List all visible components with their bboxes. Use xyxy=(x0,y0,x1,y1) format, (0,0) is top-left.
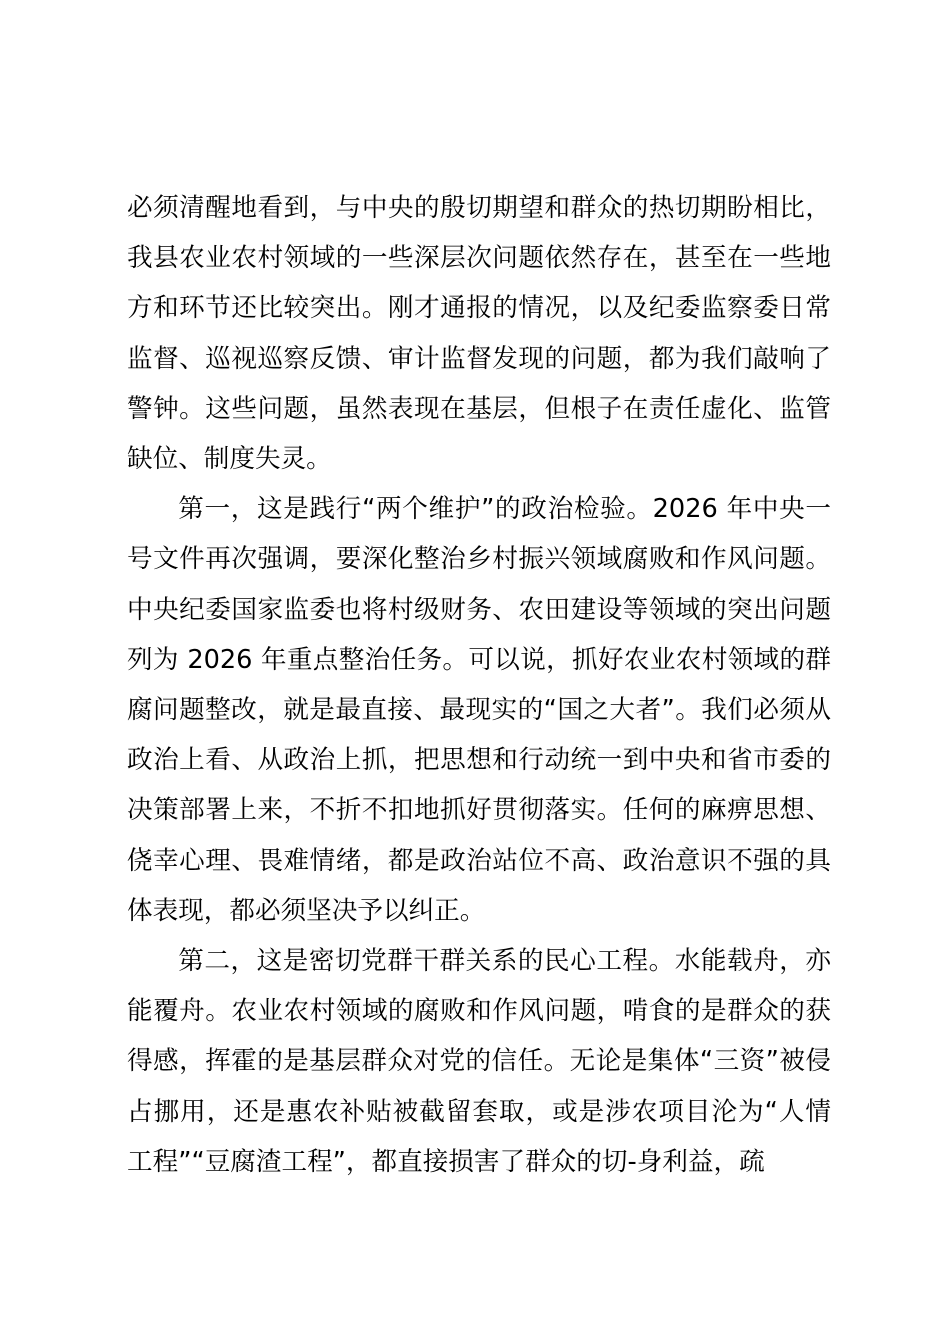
paragraph-first-point: 第一，这是践行“两个维护”的政治检验。2026 年中央一号文件再次强调，要深化整治乡村振兴领域腐败和作风问题。中央纪委国家监委也将村级财务、农田建设等领域的突出问题列为 2026 年重点整治任务。可以说，抓好农业农村领域的群腐问题整改，就是最直接、最现实的“国之大者”。我们必须从政治上看、从政治上抓，把思想和行动统一到中央和省市委的决策部署上来，不折不扣地抓好贯彻落实。任何的麻痹思想、侥幸心理、畏难情绪，都是政治站位不高、政治意识不强的具体表现，都必须坚决予以纠正。 xyxy=(127,494,831,926)
paragraph-second-point: 第二，这是密切党群干群关系的民心工程。水能载舟，亦能覆舟。农业农村领域的腐败和作风问题，啃食的是群众的获得感，挥霍的是基层群众对党的信任。无论是集体“三资”被侵占挪用，还是惠农补贴被截留套取，或是涉农项目沦为“人情工程”“豆腐渣工程”，都直接损害了群众的切-身利益，疏 xyxy=(127,946,831,1177)
paragraph-intro: 必须清醒地看到，与中央的殷切期望和群众的热切期盼相比，我县农业农村领域的一些深层次问题依然存在，甚至在一些地方和环节还比较突出。刚才通报的情况，以及纪委监察委日常监督、巡视巡察反馈、审计监督发现的问题，都为我们敲响了警钟。这些问题，虽然表现在基层，但根子在责任虚化、监管缺位、制度失灵。 xyxy=(127,193,831,475)
document-page xyxy=(127,183,831,1187)
